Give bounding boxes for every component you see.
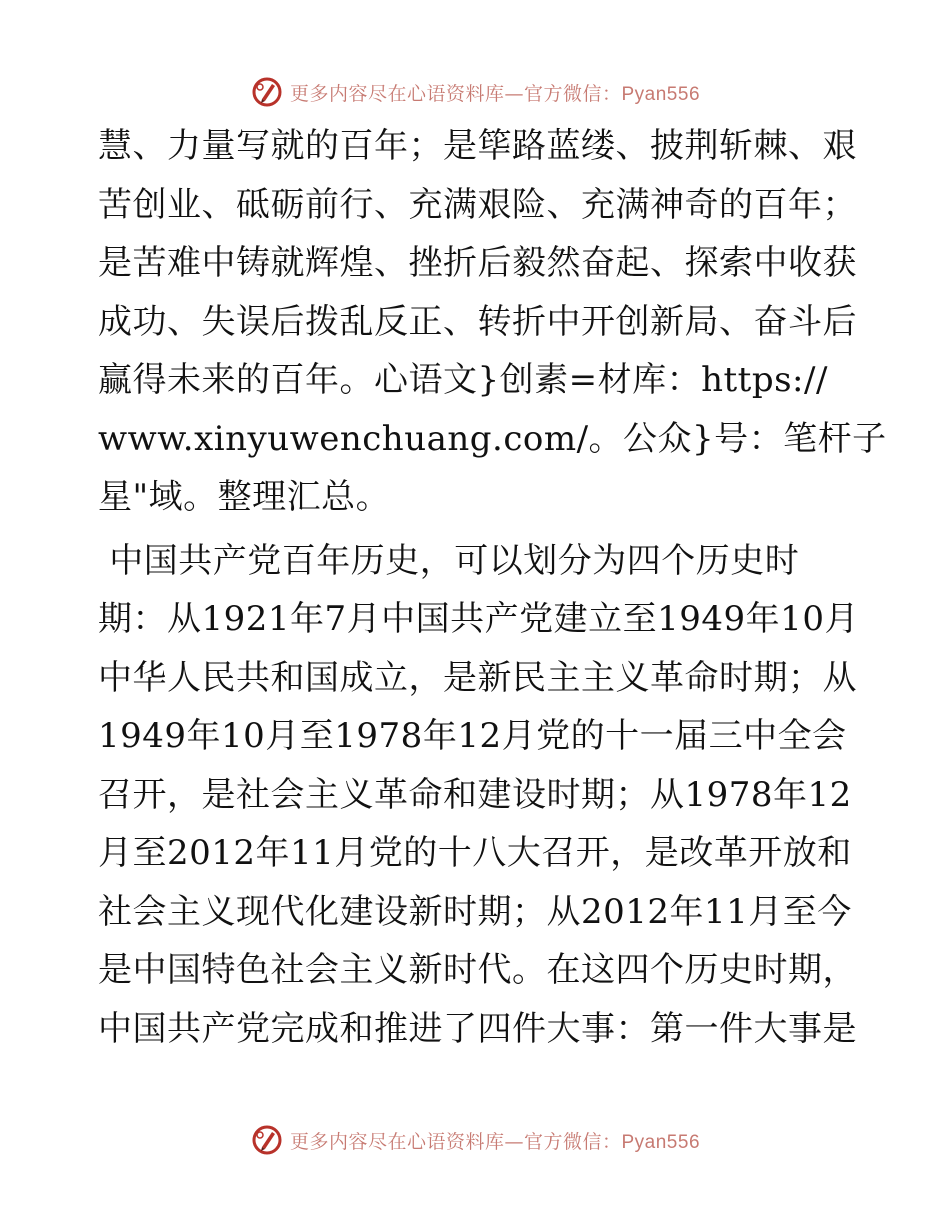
paragraph-2: [98, 532, 858, 1059]
document-body: [98, 117, 887, 1058]
text-line: 1949年10月至1978年12月党的十一届三中全会: [98, 716, 847, 756]
text-line: 苦创业、砥砺前行、充满艰险、充满神奇的百年；: [98, 184, 857, 225]
pen-logo-icon: [250, 1123, 284, 1157]
text-line: 星"域。整理汇总。: [98, 477, 391, 517]
text-line: 是苦难中铸就辉煌、挫折后毅然奋起、探索中收获: [98, 243, 857, 283]
text-line: 慧、力量写就的百年；是筚路蓝缕、披荆斩棘、艰: [98, 126, 857, 166]
paragraph-1: [98, 117, 887, 527]
text-line: 是中国特色社会主义新时代。在这四个历史时期，: [98, 950, 857, 990]
text-line: 社会主义现代化建设新时期；从2012年11月至今: [98, 891, 852, 932]
text-line: 召开，是社会主义革命和建设时期；从1978年12: [98, 774, 852, 815]
text-line: www.xinyuwenchuang.com/。公众}号：笔杆子: [98, 418, 887, 459]
header-dash: —: [504, 82, 524, 105]
pen-logo-icon: [250, 75, 284, 109]
header-wechat-label: 官方微信：: [523, 82, 622, 105]
footer-brand: 更多内容尽在心语资料库: [289, 1130, 505, 1153]
header-brand: 更多内容尽在心语资料库: [289, 82, 505, 105]
header-wechat-id: Pyan556: [621, 83, 701, 105]
text-line: 期：从1921年7月中国共产党建立至1949年10月: [98, 599, 859, 639]
text-line: 赢得未来的百年。心语文}创素=材库：https://: [98, 360, 828, 400]
text-line: 中华人民共和国成立，是新民主主义革命时期；从: [98, 657, 857, 698]
footer-brand-text: [290, 1127, 700, 1154]
header-brand-text: [290, 79, 700, 106]
text-line: 中国共产党完成和推进了四件大事：第一件大事是: [98, 1008, 857, 1049]
text-line: 中国共产党百年历史，可以划分为四个历史时: [98, 540, 800, 581]
header-banner: [0, 72, 950, 112]
text-line: 月至2012年11月党的十八大召开，是改革开放和: [98, 833, 852, 873]
footer-dash: —: [504, 1130, 524, 1153]
text-line: 成功、失误后拨乱反正、转折中开创新局、奋斗后: [98, 301, 857, 342]
footer-wechat-id: Pyan556: [621, 1131, 701, 1153]
footer-wechat-label: 官方微信：: [523, 1130, 622, 1153]
footer-banner: [0, 1120, 950, 1160]
